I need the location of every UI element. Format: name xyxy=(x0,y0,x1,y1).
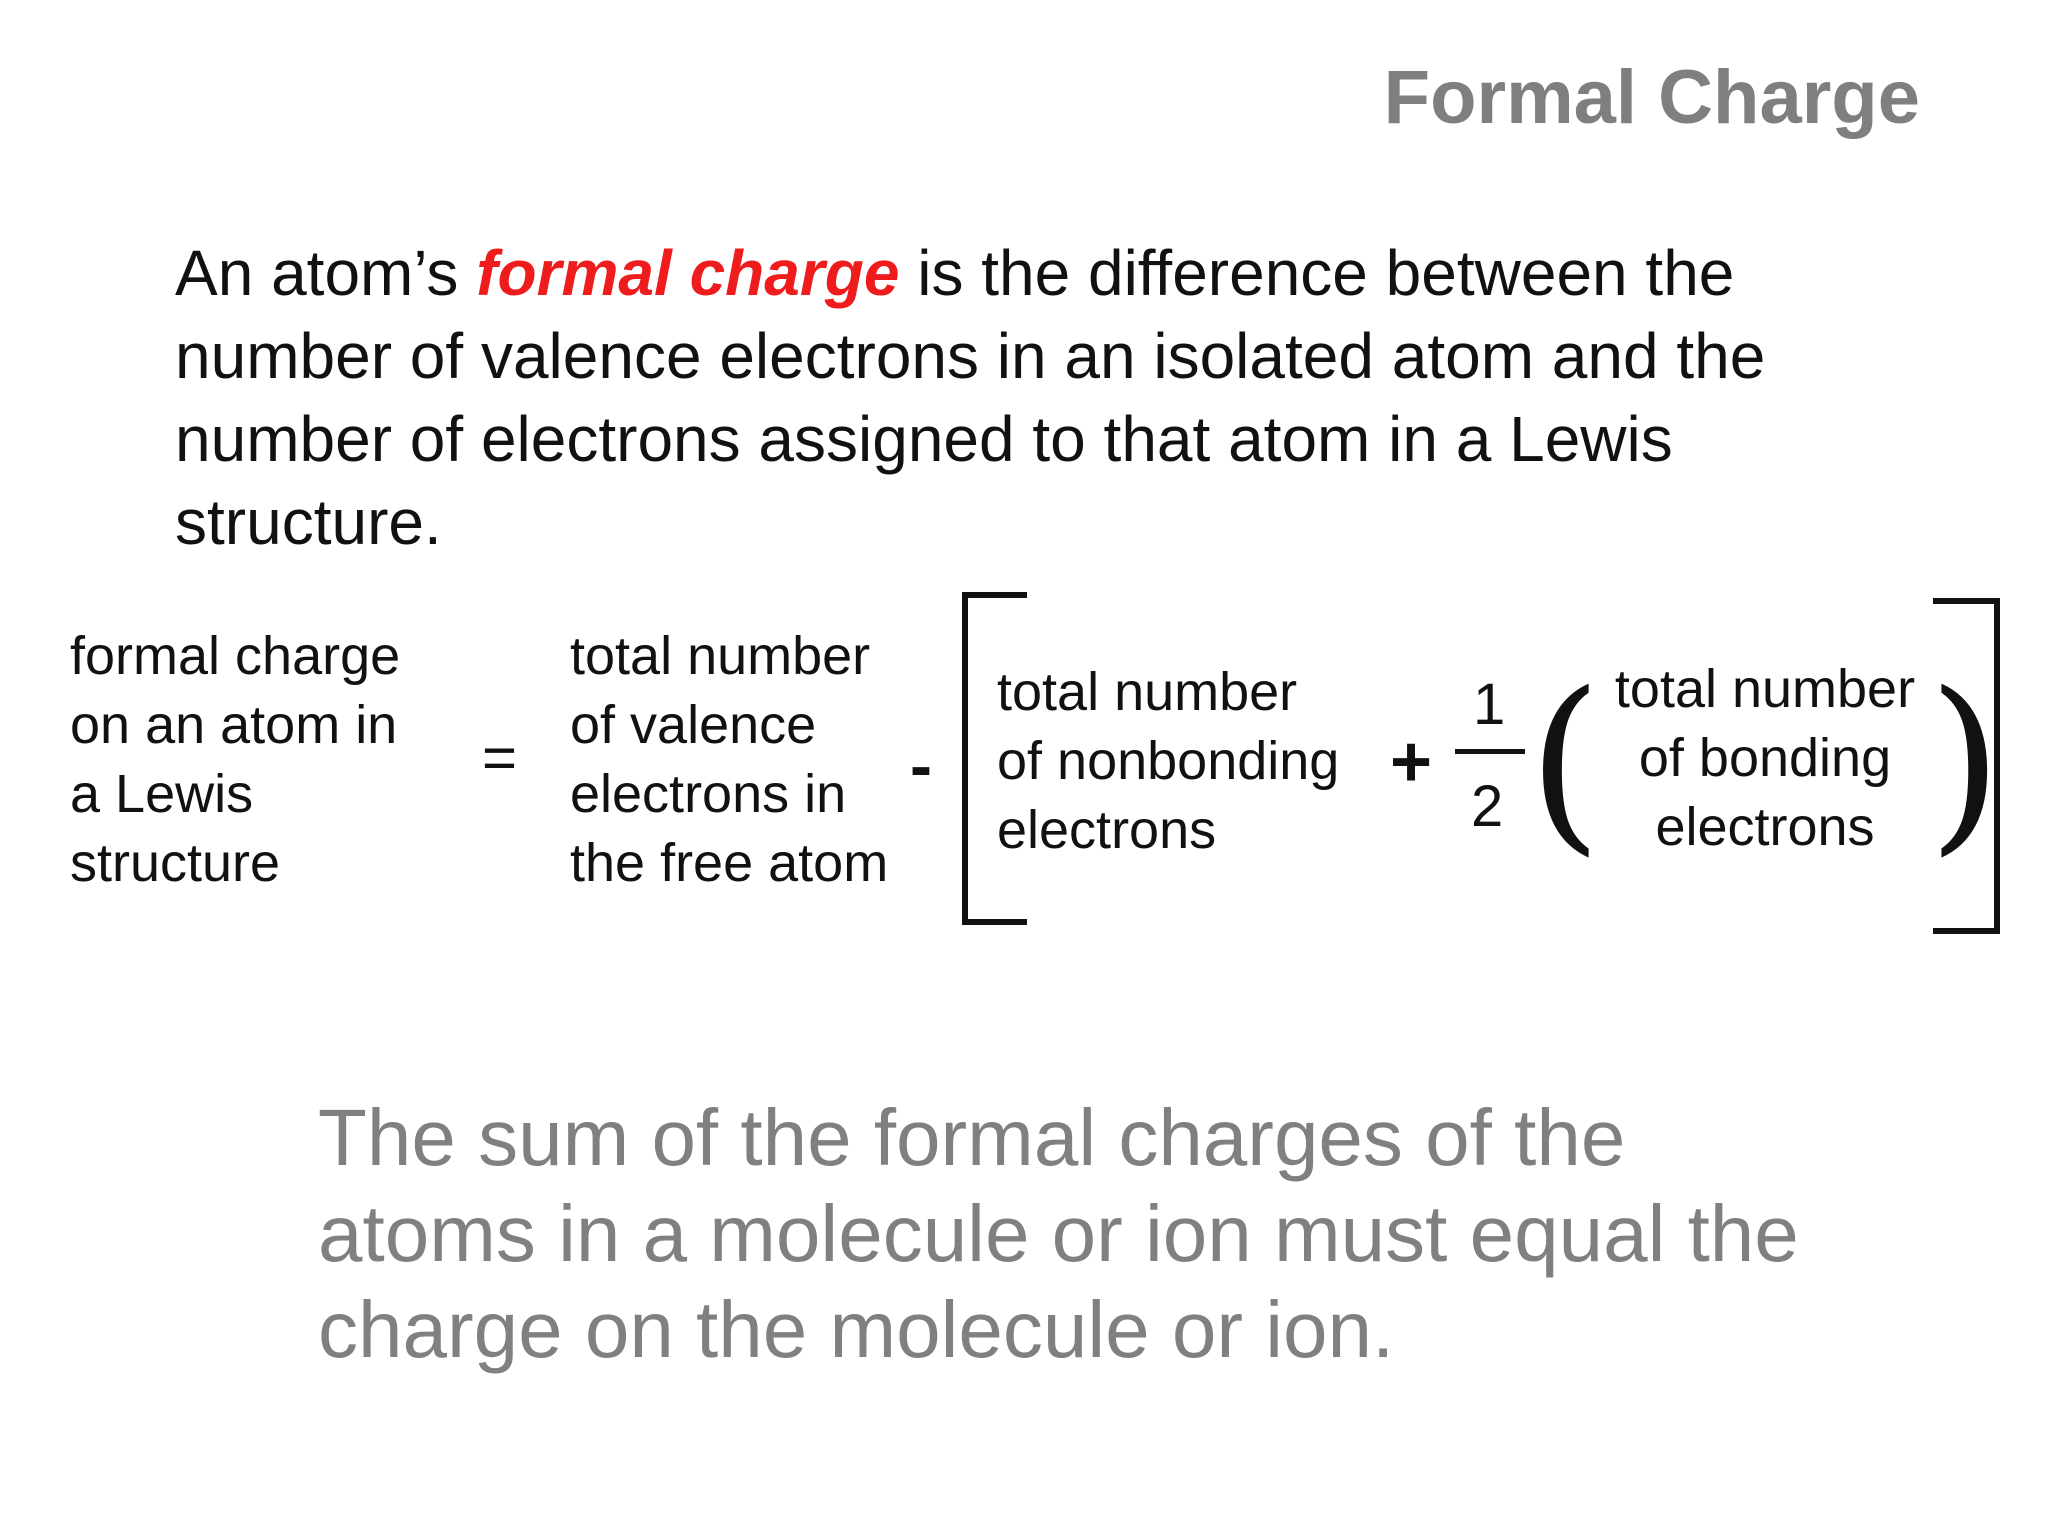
fraction-denominator: 2 xyxy=(1471,774,1504,839)
bonding-line: total number xyxy=(1614,659,1916,719)
plus-sign: + xyxy=(1390,722,1433,802)
valence-line: of valence xyxy=(570,695,817,755)
lhs-formal-charge xyxy=(70,622,400,898)
close-parenthesis: ) xyxy=(1928,652,2003,873)
valence-electrons-term xyxy=(570,622,888,898)
bonding-electrons-term xyxy=(1600,655,1930,862)
equals-sign: = xyxy=(482,724,518,791)
fraction-numerator: 1 xyxy=(1473,672,1506,737)
nonbonding-electrons-term xyxy=(997,658,1339,865)
valence-line: the free atom xyxy=(570,833,889,893)
nonbonding-line: total number xyxy=(997,662,1298,722)
fraction-bar xyxy=(1455,749,1525,754)
valence-line: total number xyxy=(570,626,871,686)
slide-title: Formal Charge xyxy=(1383,55,1920,140)
definition-body: is the difference between the number of valence electrons in an isolated atom and the number of electrons assigned to that atom in a Lewis structure. xyxy=(175,237,1766,558)
minus-sign: - xyxy=(910,728,932,802)
definition-intro: An atom’s xyxy=(175,237,477,309)
highlighted-term: formal charge xyxy=(476,237,900,309)
summary-statement: The sum of the formal charges of the atoms in a molecule or ion must equal the charge on the molecule or ion. xyxy=(318,1093,1799,1374)
valence-line: electrons in xyxy=(570,764,847,824)
definition-paragraph xyxy=(175,232,1895,564)
lhs-line: a Lewis xyxy=(70,764,254,824)
lhs-line: structure xyxy=(70,833,281,893)
nonbonding-line: electrons xyxy=(997,800,1217,860)
bonding-line: of bonding xyxy=(1638,728,1892,788)
right-square-bracket xyxy=(1925,595,2005,940)
lhs-line: formal charge xyxy=(70,626,401,686)
nonbonding-line: of nonbonding xyxy=(997,731,1340,791)
open-parenthesis: ( xyxy=(1528,652,1603,873)
lhs-line: on an atom in xyxy=(70,695,398,755)
bonding-line: electrons xyxy=(1655,797,1875,857)
